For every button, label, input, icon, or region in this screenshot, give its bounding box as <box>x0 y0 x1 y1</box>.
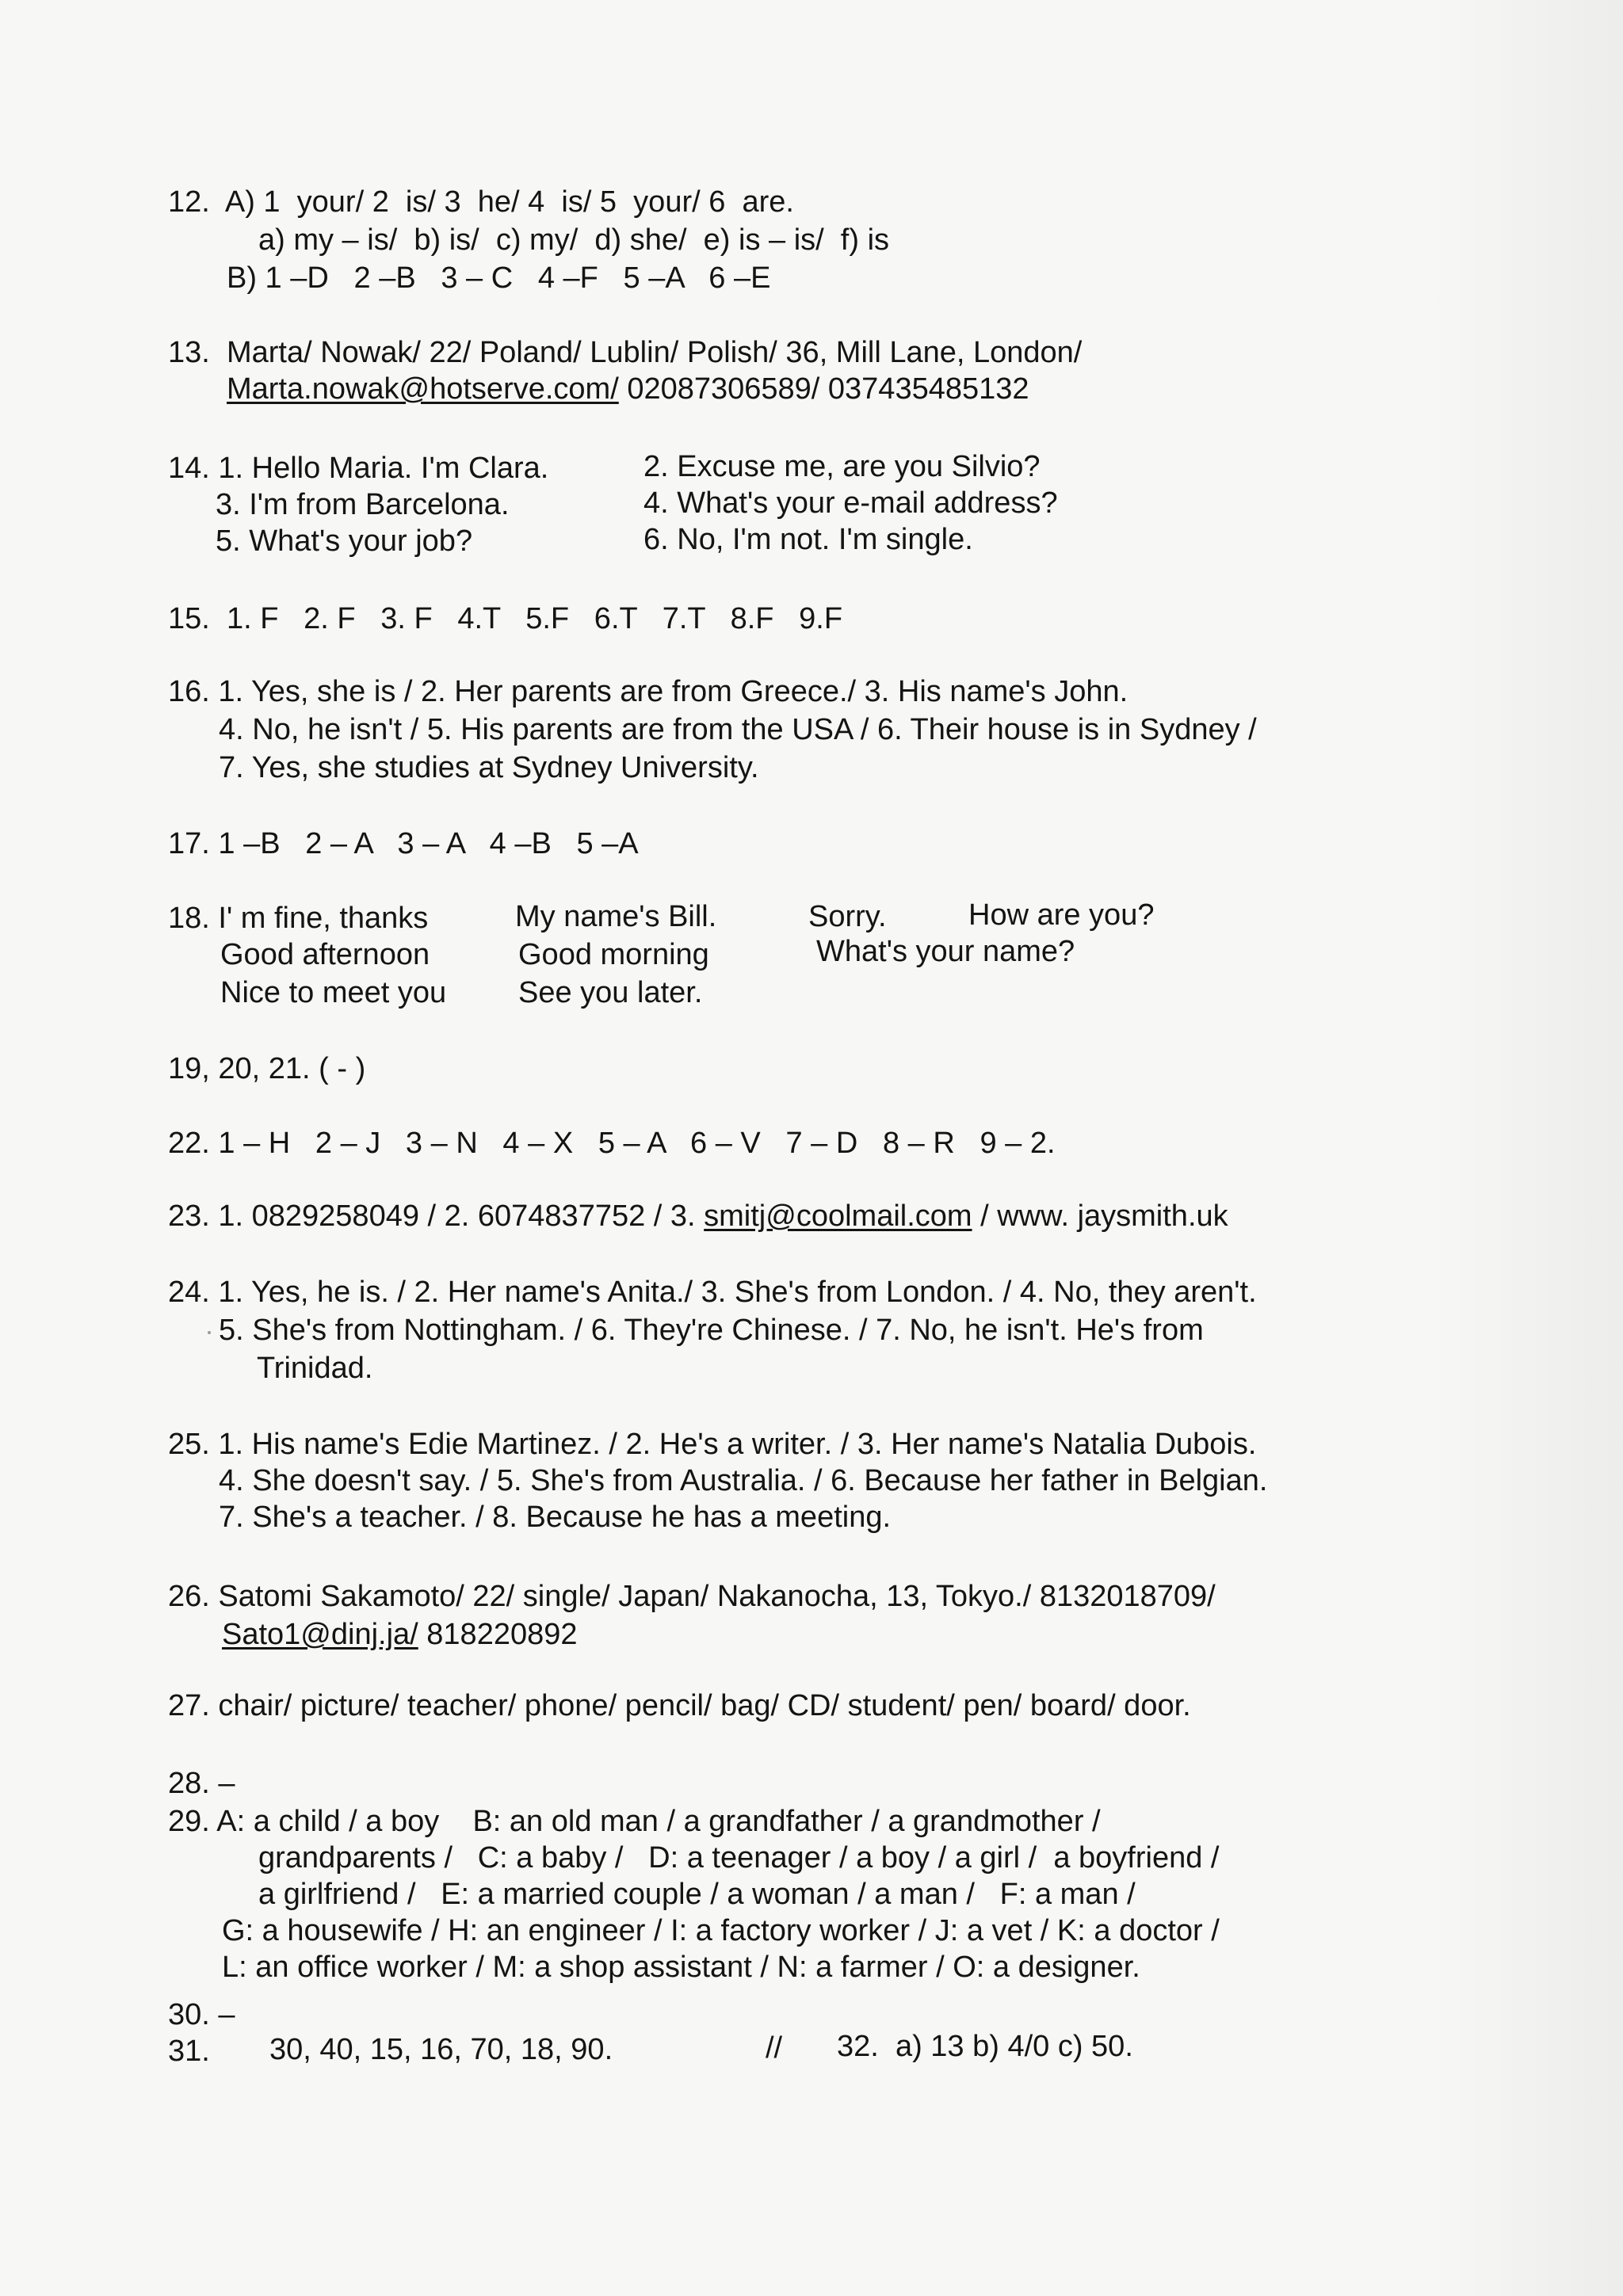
answer-25-line-3: 7. She's a teacher. / 8. Because he has a meeting. <box>219 1501 892 1534</box>
answer-22: 22. 1 – H 2 – J 3 – N 4 – X 5 – A 6 – V 7 – D 8 – R 9 – 2. <box>168 1127 1056 1160</box>
answer-29-line-3: a girlfriend / E: a married couple / a woman / a man / F: a man / <box>258 1878 1136 1911</box>
phone-numbers: 02087306589/ 037435485132 <box>618 372 1029 406</box>
answer-19-21: 19, 20, 21. ( - ) <box>168 1052 366 1085</box>
email-link[interactable]: Sato1@dinj.ja/ <box>222 1618 418 1651</box>
answer-18-col-1-row-3: Nice to meet you <box>220 976 447 1009</box>
answer-27: 27. chair/ picture/ teacher/ phone/ pencil/ bag/ CD/ student/ pen/ board/ door. <box>168 1689 1191 1722</box>
answer-14-col-2-row-3: 6. No, I'm not. I'm single. <box>643 523 973 556</box>
answer-26-phone: 818220892 <box>418 1618 578 1651</box>
answer-26-line-2 <box>222 1616 578 1653</box>
answer-13-line-2 <box>227 371 1029 407</box>
answer-31-values: 30, 40, 15, 16, 70, 18, 90. <box>269 2033 613 2066</box>
email-link[interactable]: smitj@coolmail.com <box>704 1199 972 1233</box>
email-link[interactable]: Marta.nowak@hotserve.com/ <box>227 372 619 406</box>
answer-23-phones: 23. 1. 0829258049 / 2. 6074837752 / 3. <box>168 1199 705 1233</box>
answer-24-line-2: 5. She's from Nottingham. / 6. They're Chinese. / 7. No, he isn't. He's from <box>219 1314 1204 1347</box>
answer-23 <box>168 1198 1228 1234</box>
answer-18-col-2-row-2: Good morning <box>518 938 709 971</box>
answer-12-line-2: a) my – is/ b) is/ c) my/ d) she/ e) is – is/ f) is <box>258 223 890 257</box>
answer-24-line-3: Trinidad. <box>257 1352 373 1385</box>
answer-29-line-4: G: a housewife / H: an engineer / I: a factory worker / J: a vet / K: a doctor / <box>222 1914 1220 1947</box>
answer-12-line-3: B) 1 –D 2 –B 3 – C 4 –F 5 –A 6 –E <box>227 261 771 295</box>
answer-29-line-2: grandparents / C: a baby / D: a teenager / a boy / a girl / a boyfriend / <box>258 1841 1220 1875</box>
answer-13-line-1: 13. Marta/ Nowak/ 22/ Poland/ Lublin/ Polish/ 36, Mill Lane, London/ <box>168 336 1083 369</box>
speck-mark <box>208 1331 211 1334</box>
answer-24-line-1: 24. 1. Yes, he is. / 2. Her name's Anita./ 3. She's from London. / 4. No, they aren't. <box>168 1276 1257 1309</box>
page-edge-shadow <box>1433 0 1623 2296</box>
answer-16-line-2: 4. No, he isn't / 5. His parents are from the USA / 6. Their house is in Sydney / <box>219 713 1257 746</box>
answer-18-col-2-row-3: See you later. <box>518 976 703 1009</box>
answer-12-line-1: 12. A) 1 your/ 2 is/ 3 he/ 4 is/ 5 your/ 6 are. <box>168 185 794 219</box>
answer-18-col-2-row-1: My name's Bill. <box>515 900 717 933</box>
answer-31-number: 31. <box>168 2035 210 2068</box>
answer-18-col-3-row-2: What's your name? <box>816 935 1075 968</box>
answer-18-col-1-row-2: Good afternoon <box>220 938 430 971</box>
answer-25-line-1: 25. 1. His name's Edie Martinez. / 2. He's a writer. / 3. Her name's Natalia Dubois. <box>168 1428 1257 1461</box>
answer-26-line-1: 26. Satomi Sakamoto/ 22/ single/ Japan/ Nakanocha, 13, Tokyo./ 8132018709/ <box>168 1580 1216 1613</box>
answer-29-line-1: 29. A: a child / a boy B: an old man / a grandfather / a grandmother / <box>168 1805 1101 1838</box>
answer-23-website: / www. jaysmith.uk <box>972 1199 1228 1233</box>
answer-16-line-3: 7. Yes, she studies at Sydney University. <box>219 751 759 784</box>
answer-28: 28. – <box>168 1767 235 1800</box>
answer-15: 15. 1. F 2. F 3. F 4.T 5.F 6.T 7.T 8.F 9.F <box>168 602 843 635</box>
answer-14-col-1-row-2: 3. I'm from Barcelona. <box>216 488 510 521</box>
answer-14-col-1-row-3: 5. What's your job? <box>216 524 473 558</box>
answer-30: 30. – <box>168 1998 235 2031</box>
answer-18-col-3-row-1: Sorry. <box>808 900 887 933</box>
answer-14-col-1-row-1: 14. 1. Hello Maria. I'm Clara. <box>168 452 549 485</box>
answer-14-col-2-row-1: 2. Excuse me, are you Silvio? <box>643 450 1041 483</box>
answer-16-line-1: 16. 1. Yes, she is / 2. Her parents are from Greece./ 3. His name's John. <box>168 675 1128 708</box>
answer-32: 32. a) 13 b) 4/0 c) 50. <box>837 2030 1133 2063</box>
answer-separator: // <box>766 2031 783 2065</box>
answer-29-line-5: L: an office worker / M: a shop assistant / N: a farmer / O: a designer. <box>222 1951 1140 1984</box>
answer-25-line-2: 4. She doesn't say. / 5. She's from Australia. / 6. Because her father in Belgian. <box>219 1464 1268 1497</box>
answer-18-col-1-row-1: 18. I' m fine, thanks <box>168 902 429 935</box>
answer-17: 17. 1 –B 2 – A 3 – A 4 –B 5 –A <box>168 827 639 860</box>
answer-14-col-2-row-2: 4. What's your e-mail address? <box>643 486 1058 520</box>
answer-18-col-4-row-1: How are you? <box>968 898 1155 932</box>
